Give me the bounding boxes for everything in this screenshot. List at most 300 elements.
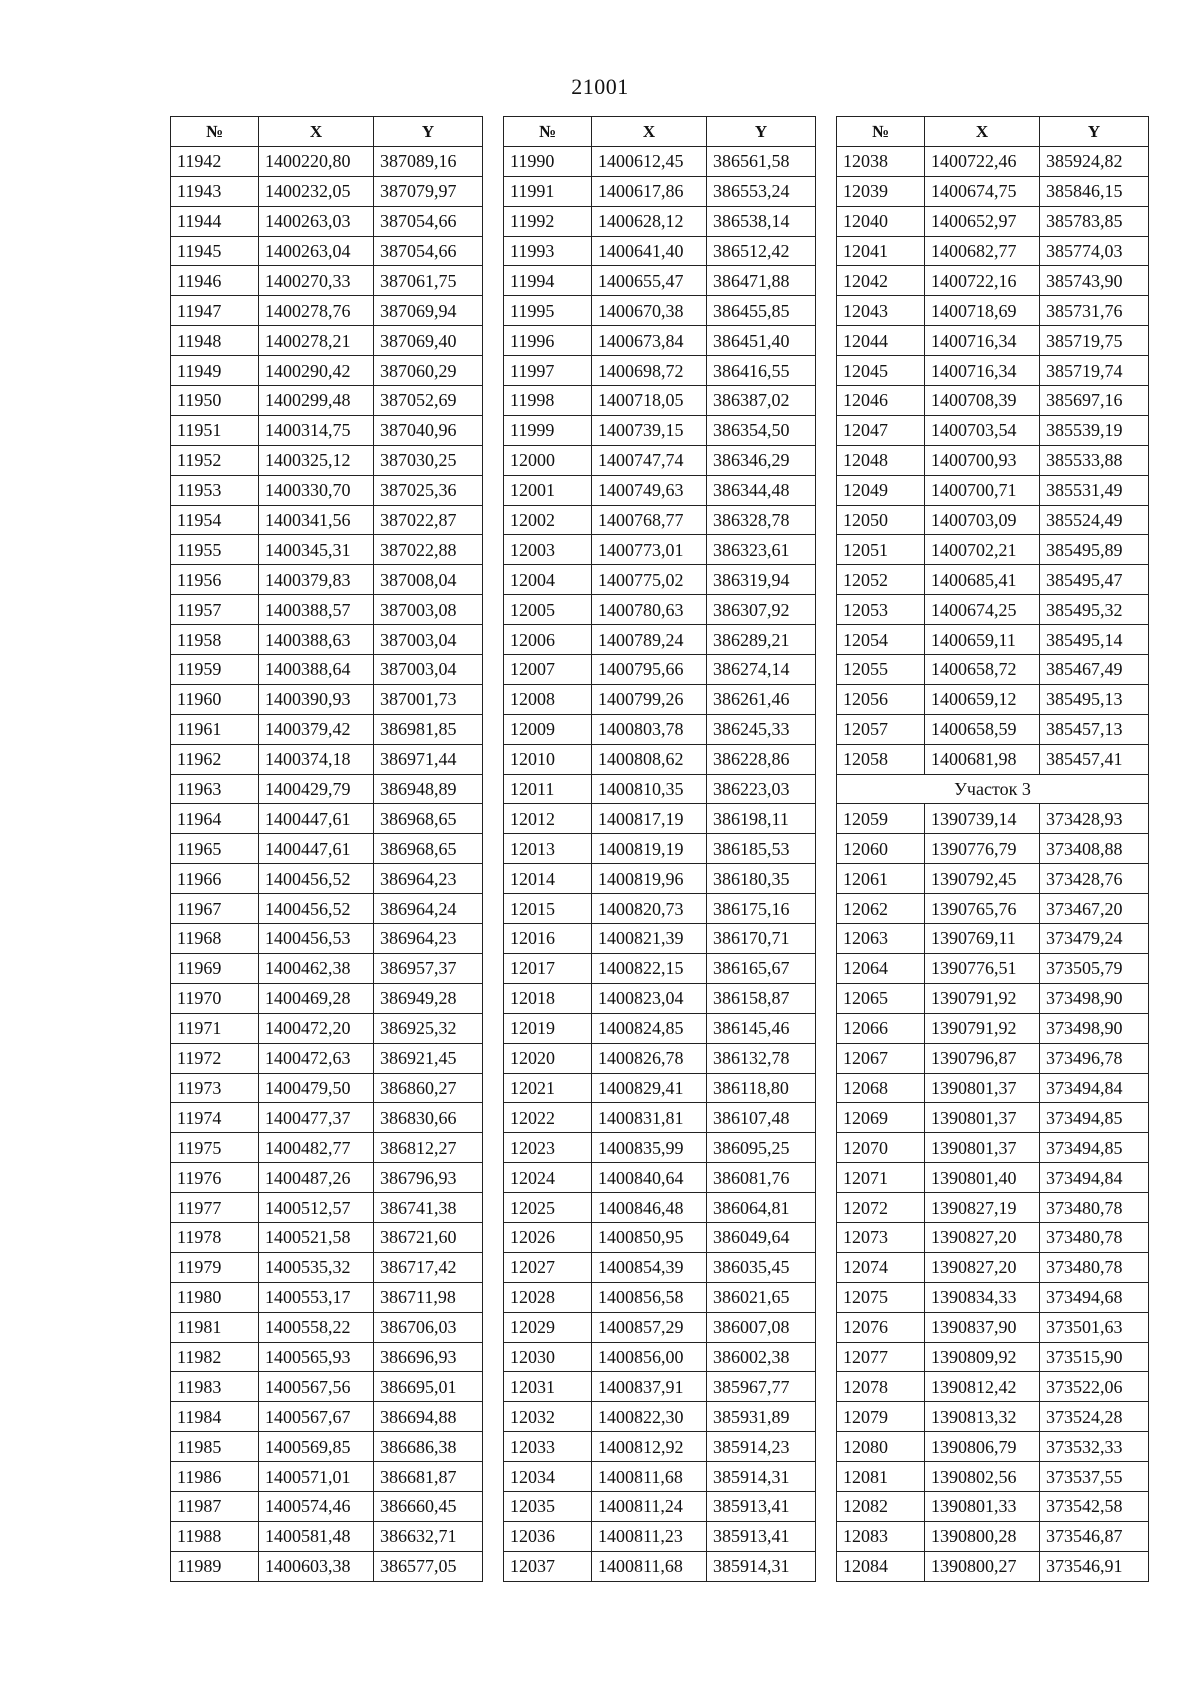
table-row xyxy=(837,1551,1149,1581)
point-number: 11969 xyxy=(171,953,259,983)
x-coordinate: 1390792,45 xyxy=(925,864,1040,894)
table-row xyxy=(171,1043,483,1073)
point-number: 11988 xyxy=(171,1521,259,1551)
table-row xyxy=(504,625,816,655)
table-row xyxy=(837,924,1149,954)
y-coordinate: 386228,86 xyxy=(707,744,816,774)
x-coordinate: 1400652,97 xyxy=(925,206,1040,236)
y-coordinate: 386132,78 xyxy=(707,1043,816,1073)
y-coordinate: 385719,74 xyxy=(1040,356,1149,386)
table-row xyxy=(837,1133,1149,1163)
table-row xyxy=(504,1402,816,1432)
y-coordinate: 387052,69 xyxy=(374,386,483,416)
y-coordinate: 386175,16 xyxy=(707,894,816,924)
table-row xyxy=(837,386,1149,416)
y-coordinate: 387003,04 xyxy=(374,655,483,685)
x-coordinate: 1400681,98 xyxy=(925,744,1040,774)
y-coordinate: 385846,15 xyxy=(1040,176,1149,206)
x-coordinate: 1400487,26 xyxy=(259,1163,374,1193)
x-coordinate: 1400823,04 xyxy=(592,983,707,1013)
y-coordinate: 386002,38 xyxy=(707,1342,816,1372)
table-row xyxy=(837,326,1149,356)
y-coordinate: 373537,55 xyxy=(1040,1462,1149,1492)
point-number: 12058 xyxy=(837,744,925,774)
table-row xyxy=(171,1462,483,1492)
point-number: 12039 xyxy=(837,176,925,206)
y-coordinate: 385719,75 xyxy=(1040,326,1149,356)
point-number: 12030 xyxy=(504,1342,592,1372)
y-coordinate: 385924,82 xyxy=(1040,146,1149,176)
point-number: 12025 xyxy=(504,1193,592,1223)
y-coordinate: 386948,89 xyxy=(374,774,483,804)
y-coordinate: 373546,91 xyxy=(1040,1551,1149,1581)
point-number: 12080 xyxy=(837,1432,925,1462)
x-coordinate: 1400819,96 xyxy=(592,864,707,894)
header-x: X xyxy=(259,117,374,147)
point-number: 12081 xyxy=(837,1462,925,1492)
header-number: № xyxy=(837,117,925,147)
point-number: 11982 xyxy=(171,1342,259,1372)
table-row xyxy=(837,505,1149,535)
point-number: 11974 xyxy=(171,1103,259,1133)
y-coordinate: 387069,40 xyxy=(374,326,483,356)
y-coordinate: 386957,37 xyxy=(374,953,483,983)
x-coordinate: 1400469,28 xyxy=(259,983,374,1013)
point-number: 12036 xyxy=(504,1521,592,1551)
x-coordinate: 1400682,77 xyxy=(925,236,1040,266)
point-number: 12035 xyxy=(504,1491,592,1521)
table-row xyxy=(837,983,1149,1013)
table-row xyxy=(171,1163,483,1193)
table-row xyxy=(837,1193,1149,1223)
table-row xyxy=(171,1372,483,1402)
y-coordinate: 373467,20 xyxy=(1040,894,1149,924)
table-row xyxy=(504,894,816,924)
point-number: 12033 xyxy=(504,1432,592,1462)
header-row xyxy=(837,117,1149,147)
y-coordinate: 386095,25 xyxy=(707,1133,816,1163)
point-number: 11959 xyxy=(171,655,259,685)
y-coordinate: 385743,90 xyxy=(1040,266,1149,296)
point-number: 12014 xyxy=(504,864,592,894)
point-number: 11968 xyxy=(171,924,259,954)
y-coordinate: 386971,44 xyxy=(374,744,483,774)
x-coordinate: 1400835,99 xyxy=(592,1133,707,1163)
table-row xyxy=(504,774,816,804)
table-row xyxy=(504,1163,816,1193)
y-coordinate: 387079,97 xyxy=(374,176,483,206)
y-coordinate: 387003,04 xyxy=(374,625,483,655)
point-number: 11970 xyxy=(171,983,259,1013)
y-coordinate: 386964,24 xyxy=(374,894,483,924)
y-coordinate: 386021,65 xyxy=(707,1282,816,1312)
point-number: 12026 xyxy=(504,1222,592,1252)
table-row xyxy=(837,415,1149,445)
y-coordinate: 386064,81 xyxy=(707,1193,816,1223)
point-number: 11985 xyxy=(171,1432,259,1462)
x-coordinate: 1400659,12 xyxy=(925,684,1040,714)
point-number: 12078 xyxy=(837,1372,925,1402)
table-row xyxy=(504,386,816,416)
x-coordinate: 1400698,72 xyxy=(592,356,707,386)
x-coordinate: 1400822,30 xyxy=(592,1402,707,1432)
coordinates-table-2 xyxy=(503,116,816,1582)
table-row xyxy=(504,953,816,983)
point-number: 11994 xyxy=(504,266,592,296)
y-coordinate: 386198,11 xyxy=(707,804,816,834)
y-coordinate: 386145,46 xyxy=(707,1013,816,1043)
x-coordinate: 1400812,92 xyxy=(592,1432,707,1462)
y-coordinate: 386344,48 xyxy=(707,475,816,505)
point-number: 11957 xyxy=(171,595,259,625)
point-number: 12040 xyxy=(837,206,925,236)
x-coordinate: 1400703,09 xyxy=(925,505,1040,535)
x-coordinate: 1400811,68 xyxy=(592,1462,707,1492)
x-coordinate: 1400345,31 xyxy=(259,535,374,565)
x-coordinate: 1400612,45 xyxy=(592,146,707,176)
x-coordinate: 1400700,71 xyxy=(925,475,1040,505)
x-coordinate: 1400837,91 xyxy=(592,1372,707,1402)
header-row xyxy=(504,117,816,147)
table-row xyxy=(171,983,483,1013)
y-coordinate: 385524,49 xyxy=(1040,505,1149,535)
point-number: 11961 xyxy=(171,714,259,744)
point-number: 12067 xyxy=(837,1043,925,1073)
point-number: 12050 xyxy=(837,505,925,535)
table-row xyxy=(837,625,1149,655)
table-row xyxy=(171,1222,483,1252)
x-coordinate: 1400220,80 xyxy=(259,146,374,176)
point-number: 11989 xyxy=(171,1551,259,1581)
table-row xyxy=(171,714,483,744)
point-number: 12053 xyxy=(837,595,925,625)
x-coordinate: 1400811,23 xyxy=(592,1521,707,1551)
y-coordinate: 373501,63 xyxy=(1040,1312,1149,1342)
x-coordinate: 1400379,42 xyxy=(259,714,374,744)
x-coordinate: 1400773,01 xyxy=(592,535,707,565)
point-number: 11956 xyxy=(171,565,259,595)
x-coordinate: 1400341,56 xyxy=(259,505,374,535)
point-number: 12075 xyxy=(837,1282,925,1312)
point-number: 11984 xyxy=(171,1402,259,1432)
point-number: 11943 xyxy=(171,176,259,206)
x-coordinate: 1390801,37 xyxy=(925,1103,1040,1133)
point-number: 12082 xyxy=(837,1491,925,1521)
point-number: 11964 xyxy=(171,804,259,834)
x-coordinate: 1390765,76 xyxy=(925,894,1040,924)
x-coordinate: 1400462,38 xyxy=(259,953,374,983)
table-row xyxy=(171,953,483,983)
y-coordinate: 387061,75 xyxy=(374,266,483,296)
y-coordinate: 373546,87 xyxy=(1040,1521,1149,1551)
y-coordinate: 385533,88 xyxy=(1040,445,1149,475)
point-number: 12000 xyxy=(504,445,592,475)
table-row xyxy=(837,1252,1149,1282)
table-row xyxy=(171,565,483,595)
x-coordinate: 1400775,02 xyxy=(592,565,707,595)
y-coordinate: 387025,36 xyxy=(374,475,483,505)
table-row xyxy=(171,864,483,894)
x-coordinate: 1400581,48 xyxy=(259,1521,374,1551)
y-coordinate: 386007,08 xyxy=(707,1312,816,1342)
y-coordinate: 386455,85 xyxy=(707,296,816,326)
x-coordinate: 1400768,77 xyxy=(592,505,707,535)
point-number: 11995 xyxy=(504,296,592,326)
table-row xyxy=(171,176,483,206)
table-row xyxy=(171,1133,483,1163)
point-number: 11997 xyxy=(504,356,592,386)
x-coordinate: 1390776,51 xyxy=(925,953,1040,983)
x-coordinate: 1400749,63 xyxy=(592,475,707,505)
point-number: 12046 xyxy=(837,386,925,416)
x-coordinate: 1400472,63 xyxy=(259,1043,374,1073)
table-row xyxy=(837,1491,1149,1521)
table-row xyxy=(504,146,816,176)
table-row xyxy=(837,1103,1149,1133)
y-coordinate: 386860,27 xyxy=(374,1073,483,1103)
x-coordinate: 1400674,75 xyxy=(925,176,1040,206)
y-coordinate: 373480,78 xyxy=(1040,1193,1149,1223)
table-row xyxy=(171,684,483,714)
table-row xyxy=(504,1312,816,1342)
y-coordinate: 386170,71 xyxy=(707,924,816,954)
point-number: 12065 xyxy=(837,983,925,1013)
point-number: 12072 xyxy=(837,1193,925,1223)
table-row xyxy=(837,1043,1149,1073)
table-row xyxy=(504,804,816,834)
point-number: 11999 xyxy=(504,415,592,445)
point-number: 12037 xyxy=(504,1551,592,1581)
y-coordinate: 386964,23 xyxy=(374,924,483,954)
table-row xyxy=(837,296,1149,326)
x-coordinate: 1400232,05 xyxy=(259,176,374,206)
table-row xyxy=(504,176,816,206)
point-number: 11965 xyxy=(171,834,259,864)
x-coordinate: 1400388,57 xyxy=(259,595,374,625)
point-number: 12034 xyxy=(504,1462,592,1492)
point-number: 11953 xyxy=(171,475,259,505)
table-row xyxy=(504,1103,816,1133)
x-coordinate: 1400722,16 xyxy=(925,266,1040,296)
x-coordinate: 1400482,77 xyxy=(259,1133,374,1163)
point-number: 12083 xyxy=(837,1521,925,1551)
point-number: 11979 xyxy=(171,1252,259,1282)
point-number: 12048 xyxy=(837,445,925,475)
point-number: 12042 xyxy=(837,266,925,296)
table-row xyxy=(837,804,1149,834)
y-coordinate: 386471,88 xyxy=(707,266,816,296)
y-coordinate: 373494,85 xyxy=(1040,1103,1149,1133)
y-coordinate: 387003,08 xyxy=(374,595,483,625)
y-coordinate: 387022,88 xyxy=(374,535,483,565)
x-coordinate: 1400817,19 xyxy=(592,804,707,834)
table-row xyxy=(837,1372,1149,1402)
y-coordinate: 385914,31 xyxy=(707,1462,816,1492)
page-number: 21001 xyxy=(571,74,629,99)
x-coordinate: 1400856,58 xyxy=(592,1282,707,1312)
y-coordinate: 387040,96 xyxy=(374,415,483,445)
y-coordinate: 387069,94 xyxy=(374,296,483,326)
table-row xyxy=(504,415,816,445)
point-number: 12044 xyxy=(837,326,925,356)
y-coordinate: 385495,13 xyxy=(1040,684,1149,714)
table-row xyxy=(837,356,1149,386)
table-row xyxy=(171,1252,483,1282)
point-number: 12010 xyxy=(504,744,592,774)
table-row xyxy=(171,804,483,834)
x-coordinate: 1400388,64 xyxy=(259,655,374,685)
table-row xyxy=(171,505,483,535)
y-coordinate: 385457,13 xyxy=(1040,714,1149,744)
x-coordinate: 1400674,25 xyxy=(925,595,1040,625)
y-coordinate: 386035,45 xyxy=(707,1252,816,1282)
x-coordinate: 1400700,93 xyxy=(925,445,1040,475)
header-x: X xyxy=(592,117,707,147)
table-row xyxy=(837,206,1149,236)
y-coordinate: 386307,92 xyxy=(707,595,816,625)
point-number: 11944 xyxy=(171,206,259,236)
x-coordinate: 1400263,04 xyxy=(259,236,374,266)
table-row xyxy=(171,774,483,804)
x-coordinate: 1400716,34 xyxy=(925,356,1040,386)
y-coordinate: 387054,66 xyxy=(374,236,483,266)
point-number: 11942 xyxy=(171,146,259,176)
y-coordinate: 386812,27 xyxy=(374,1133,483,1163)
point-number: 12063 xyxy=(837,924,925,954)
y-coordinate: 373494,84 xyxy=(1040,1073,1149,1103)
table-row xyxy=(171,924,483,954)
y-coordinate: 386354,50 xyxy=(707,415,816,445)
table-row xyxy=(837,595,1149,625)
table-row xyxy=(171,1103,483,1133)
table-row xyxy=(504,296,816,326)
point-number: 12002 xyxy=(504,505,592,535)
point-number: 11954 xyxy=(171,505,259,535)
y-coordinate: 386553,24 xyxy=(707,176,816,206)
x-coordinate: 1400263,03 xyxy=(259,206,374,236)
point-number: 12009 xyxy=(504,714,592,744)
table-row xyxy=(837,1521,1149,1551)
x-coordinate: 1390827,20 xyxy=(925,1222,1040,1252)
point-number: 12017 xyxy=(504,953,592,983)
y-coordinate: 386346,29 xyxy=(707,445,816,475)
header-x: X xyxy=(925,117,1040,147)
y-coordinate: 386696,93 xyxy=(374,1342,483,1372)
header-y: Y xyxy=(707,117,816,147)
y-coordinate: 386830,66 xyxy=(374,1103,483,1133)
x-coordinate: 1400659,11 xyxy=(925,625,1040,655)
x-coordinate: 1400429,79 xyxy=(259,774,374,804)
table-row xyxy=(837,475,1149,505)
table-row xyxy=(504,595,816,625)
point-number: 12051 xyxy=(837,535,925,565)
point-number: 12027 xyxy=(504,1252,592,1282)
x-coordinate: 1400567,67 xyxy=(259,1402,374,1432)
point-number: 12077 xyxy=(837,1342,925,1372)
x-coordinate: 1400854,39 xyxy=(592,1252,707,1282)
y-coordinate: 386796,93 xyxy=(374,1163,483,1193)
table-row xyxy=(837,236,1149,266)
table-row xyxy=(171,834,483,864)
table-row xyxy=(504,266,816,296)
y-coordinate: 386968,65 xyxy=(374,834,483,864)
x-coordinate: 1390739,14 xyxy=(925,804,1040,834)
y-coordinate: 385539,19 xyxy=(1040,415,1149,445)
point-number: 12066 xyxy=(837,1013,925,1043)
x-coordinate: 1390801,33 xyxy=(925,1491,1040,1521)
table-row xyxy=(171,266,483,296)
point-number: 12062 xyxy=(837,894,925,924)
table-row xyxy=(171,445,483,475)
x-coordinate: 1400571,01 xyxy=(259,1462,374,1492)
table-row xyxy=(504,1043,816,1073)
y-coordinate: 385967,77 xyxy=(707,1372,816,1402)
y-coordinate: 385495,89 xyxy=(1040,535,1149,565)
x-coordinate: 1390769,11 xyxy=(925,924,1040,954)
table-row xyxy=(504,1133,816,1163)
y-coordinate: 386118,80 xyxy=(707,1073,816,1103)
y-coordinate: 385697,16 xyxy=(1040,386,1149,416)
x-coordinate: 1400826,78 xyxy=(592,1043,707,1073)
x-coordinate: 1400820,73 xyxy=(592,894,707,924)
y-coordinate: 385495,32 xyxy=(1040,595,1149,625)
y-coordinate: 387030,25 xyxy=(374,445,483,475)
table-row xyxy=(171,475,483,505)
y-coordinate: 373498,90 xyxy=(1040,983,1149,1013)
table-row xyxy=(504,1491,816,1521)
point-number: 11967 xyxy=(171,894,259,924)
y-coordinate: 386387,02 xyxy=(707,386,816,416)
x-coordinate: 1390776,79 xyxy=(925,834,1040,864)
table-row xyxy=(171,1013,483,1043)
point-number: 11958 xyxy=(171,625,259,655)
point-number: 11948 xyxy=(171,326,259,356)
y-coordinate: 386274,14 xyxy=(707,655,816,685)
x-coordinate: 1400857,29 xyxy=(592,1312,707,1342)
y-coordinate: 386107,48 xyxy=(707,1103,816,1133)
y-coordinate: 373494,84 xyxy=(1040,1163,1149,1193)
table-row xyxy=(504,714,816,744)
x-coordinate: 1400553,17 xyxy=(259,1282,374,1312)
x-coordinate: 1400477,37 xyxy=(259,1103,374,1133)
y-coordinate: 373498,90 xyxy=(1040,1013,1149,1043)
x-coordinate: 1400703,54 xyxy=(925,415,1040,445)
y-coordinate: 386245,33 xyxy=(707,714,816,744)
x-coordinate: 1400658,59 xyxy=(925,714,1040,744)
x-coordinate: 1400670,38 xyxy=(592,296,707,326)
x-coordinate: 1400831,81 xyxy=(592,1103,707,1133)
point-number: 12013 xyxy=(504,834,592,864)
y-coordinate: 385914,31 xyxy=(707,1551,816,1581)
table-row xyxy=(504,1342,816,1372)
point-number: 12084 xyxy=(837,1551,925,1581)
point-number: 12057 xyxy=(837,714,925,744)
point-number: 11981 xyxy=(171,1312,259,1342)
x-coordinate: 1400379,83 xyxy=(259,565,374,595)
point-number: 12059 xyxy=(837,804,925,834)
point-number: 11987 xyxy=(171,1491,259,1521)
x-coordinate: 1400388,63 xyxy=(259,625,374,655)
table-row xyxy=(837,1342,1149,1372)
coordinates-table-1 xyxy=(170,116,483,1582)
x-coordinate: 1400708,39 xyxy=(925,386,1040,416)
y-coordinate: 387060,29 xyxy=(374,356,483,386)
table-row xyxy=(837,1163,1149,1193)
point-number: 12064 xyxy=(837,953,925,983)
x-coordinate: 1400567,56 xyxy=(259,1372,374,1402)
table-row xyxy=(504,445,816,475)
table-row xyxy=(504,505,816,535)
